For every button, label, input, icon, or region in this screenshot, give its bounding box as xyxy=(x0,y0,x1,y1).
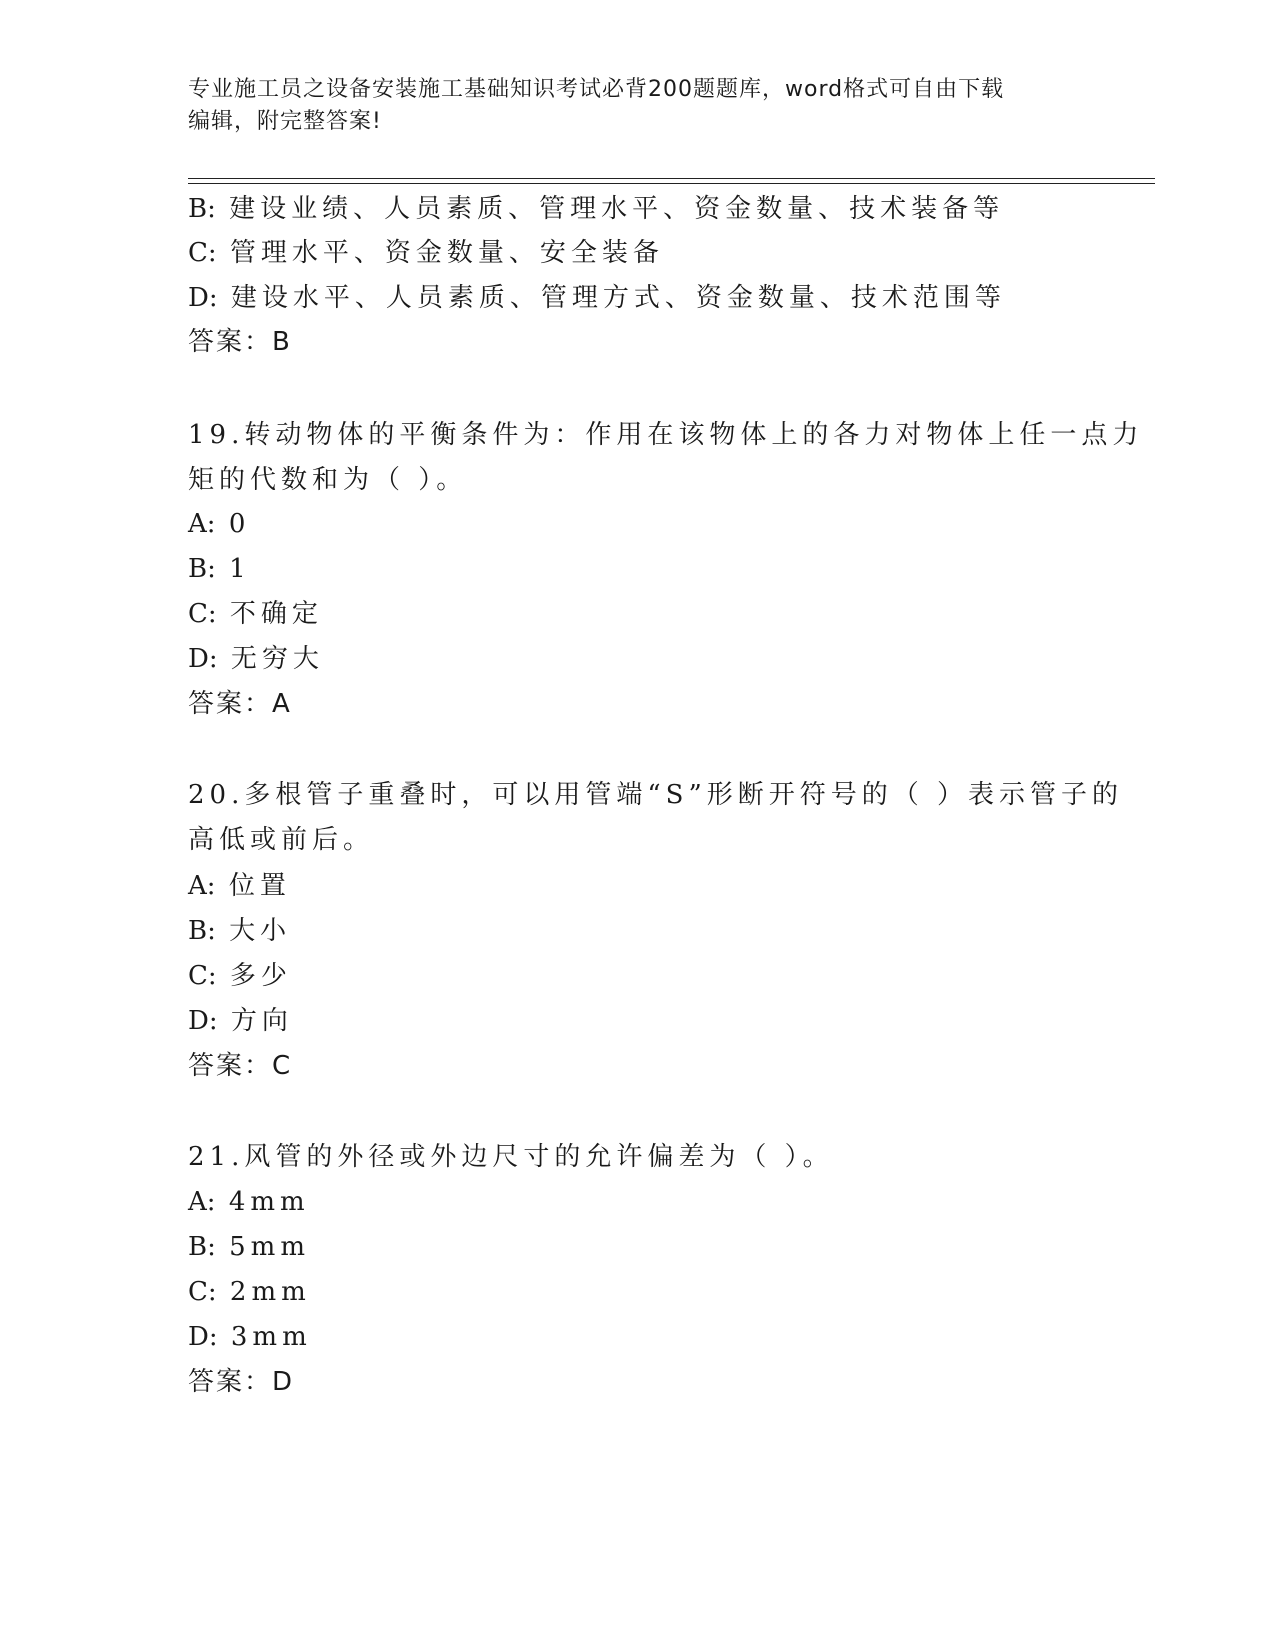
q19-option-d-key: D: xyxy=(188,644,218,674)
q18-option-d-key: D: xyxy=(188,283,218,313)
q21-option-c-key: C: xyxy=(188,1277,217,1307)
q21-option-a-key: A: xyxy=(188,1187,216,1217)
q19-option-a-key: A: xyxy=(188,509,216,539)
q21-option-d-text: 3mm xyxy=(230,1322,312,1352)
q21-stem-line-1: 21.风管的外径或外边尺寸的允许偏差为（ ）。 xyxy=(188,1142,834,1172)
q20-option-b-key: B: xyxy=(188,916,216,946)
q19-stem-line-2: 矩的代数和为（ ）。 xyxy=(188,465,468,495)
header-divider-top xyxy=(188,178,1155,179)
header-title-line-2: 编辑，附完整答案! xyxy=(188,109,382,134)
q21-option-c xyxy=(188,1270,311,1314)
q19-option-c-key: C: xyxy=(188,599,217,629)
q18-option-b xyxy=(188,187,1004,231)
q19-option-b xyxy=(188,547,251,591)
q18-option-c xyxy=(188,231,664,275)
q21-option-b-key: B: xyxy=(188,1232,216,1262)
q21-answer: 答案：D xyxy=(188,1367,295,1397)
q20-stem-line-1: 20.多根管子重叠时，可以用管端“S”形断开符号的（ ）表示管子的 xyxy=(188,780,1124,810)
q21-option-a-text: 4mm xyxy=(228,1187,310,1217)
q20-answer: 答案：C xyxy=(188,1051,293,1081)
q18-option-d-text: 建设水平、人员素质、管理方式、资金数量、技术范围等 xyxy=(230,283,1006,313)
q18-option-b-key: B: xyxy=(188,194,216,224)
q21-option-b xyxy=(188,1225,310,1269)
q20-option-d-key: D: xyxy=(188,1006,218,1036)
q20-option-a-text: 位置 xyxy=(228,871,291,901)
q20-option-a xyxy=(188,864,291,908)
q20-option-c-key: C: xyxy=(188,961,217,991)
q20-option-c-text: 多少 xyxy=(229,961,292,991)
q20-option-a-key: A: xyxy=(188,871,216,901)
q21-option-d xyxy=(188,1315,312,1359)
q21-option-c-text: 2mm xyxy=(229,1277,311,1307)
q20-option-d xyxy=(188,999,293,1043)
q20-stem-line-2: 高低或前后。 xyxy=(188,825,375,855)
q19-stem-line-1: 19.转动物体的平衡条件为：作用在该物体上的各力对物体上任一点力 xyxy=(188,420,1144,450)
q20-option-c xyxy=(188,954,292,998)
q21-option-a xyxy=(188,1180,310,1224)
q19-option-b-text: 1 xyxy=(229,554,251,584)
q18-option-d xyxy=(188,276,1006,320)
q19-option-b-key: B: xyxy=(188,554,216,584)
q20-option-b-text: 大小 xyxy=(229,916,292,946)
q19-option-a-text: 0 xyxy=(228,509,251,539)
q19-answer: 答案：A xyxy=(188,689,292,719)
header-title-line-1: 专业施工员之设备安装施工基础知识考试必背200题题库，word格式可自由下载 xyxy=(188,77,1005,102)
q19-option-c xyxy=(188,592,323,636)
header-divider-bottom xyxy=(188,183,1155,184)
q20-option-b xyxy=(188,909,291,953)
q19-option-d-text: 无穷大 xyxy=(230,644,324,674)
q18-answer: 答案：B xyxy=(188,327,292,357)
q19-option-a xyxy=(188,502,250,546)
q20-option-d-text: 方向 xyxy=(230,1006,293,1036)
q21-option-b-text: 5mm xyxy=(229,1232,310,1262)
q19-option-d xyxy=(188,637,324,681)
q18-option-c-text: 管理水平、资金数量、安全装备 xyxy=(229,238,664,268)
q18-option-b-text: 建设业绩、人员素质、管理水平、资金数量、技术装备等 xyxy=(229,194,1005,224)
q18-option-c-key: C: xyxy=(188,238,217,268)
q21-option-d-key: D: xyxy=(188,1322,218,1352)
document-header xyxy=(188,74,1088,138)
q19-option-c-text: 不确定 xyxy=(229,599,323,629)
